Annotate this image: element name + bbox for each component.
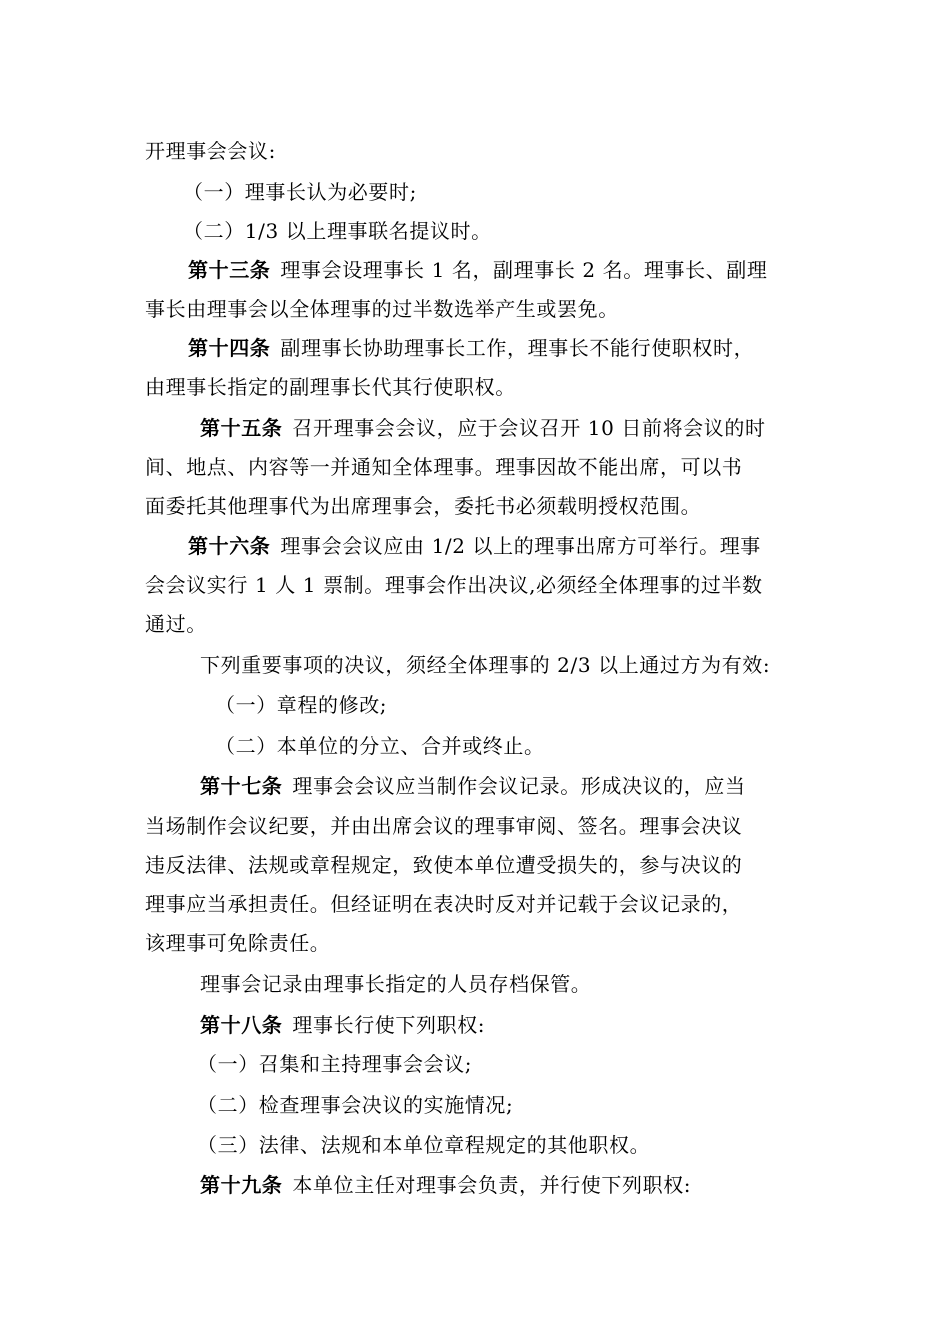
line-text: 理事会会议应由 1/2 以上的理事出席方可举行。理事 xyxy=(280,534,761,558)
line-text: 召开理事会会议，应于会议召开 10 日前将会议的时 xyxy=(292,416,766,440)
text-line xyxy=(0,375,950,399)
line-text: 副理事长协助理事长工作，理事长不能行使职权时， xyxy=(280,336,755,360)
list-item xyxy=(0,1052,950,1076)
line-text: 违反法律、法规或章程规定，致使本单位遭受损失的，参与决议的 xyxy=(145,853,743,877)
line-text: 理事会设理事长 1 名，副理事长 2 名。理事长、副理 xyxy=(280,258,768,282)
line-text: 理事会记录由理事长指定的人员存档保管。 xyxy=(200,972,592,996)
line-text: 下列重要事项的决议，须经全体理事的 2/3 以上通过方为有效: xyxy=(200,653,771,677)
line-text: 会会议实行 1 人 1 票制。理事会作出决议,必须经全体理事的过半数 xyxy=(145,573,763,597)
line-text: （二）检查理事会决议的实施情况; xyxy=(197,1093,514,1117)
article-number: 第十三条 xyxy=(188,258,271,282)
text-line xyxy=(0,853,950,877)
list-item xyxy=(0,180,950,204)
article-heading-line xyxy=(0,534,950,558)
line-text: 事长由理事会以全体理事的过半数选举产生或罢免。 xyxy=(145,297,619,321)
line-text: 本单位主任对理事会负责，并行使下列职权: xyxy=(292,1173,692,1197)
text-line xyxy=(0,573,950,597)
article-heading-line xyxy=(0,258,950,282)
text-line xyxy=(0,139,950,163)
text-line xyxy=(0,814,950,838)
text-line xyxy=(0,931,950,955)
article-number: 第十五条 xyxy=(200,416,283,440)
list-item xyxy=(0,1133,950,1157)
list-item xyxy=(0,219,950,243)
article-heading-line xyxy=(0,774,950,798)
text-line xyxy=(0,612,950,636)
article-heading-line xyxy=(0,1173,950,1197)
article-number: 第十六条 xyxy=(188,534,271,558)
article-number: 第十九条 xyxy=(200,1173,283,1197)
list-item xyxy=(0,693,950,717)
text-line xyxy=(0,455,950,479)
text-line xyxy=(0,297,950,321)
article-heading-line xyxy=(0,336,950,360)
line-text: （一）召集和主持理事会会议; xyxy=(197,1052,473,1076)
line-text: 开理事会会议: xyxy=(145,139,276,163)
article-number: 第十七条 xyxy=(200,774,283,798)
line-text: 理事应当承担责任。但经证明在表决时反对并记载于会议记录的， xyxy=(145,892,743,916)
article-heading-line xyxy=(0,1013,950,1037)
line-text: 面委托其他理事代为出席理事会，委托书必须载明授权范围。 xyxy=(145,494,702,518)
line-text: （一）章程的修改; xyxy=(215,693,388,717)
line-text: （三）法律、法规和本单位章程规定的其他职权。 xyxy=(197,1133,651,1157)
text-line xyxy=(0,892,950,916)
line-text: 间、地点、内容等一并通知全体理事。理事因故不能出席，可以书 xyxy=(145,455,743,479)
line-text: 理事长行使下列职权: xyxy=(292,1013,486,1037)
article-number: 第十四条 xyxy=(188,336,271,360)
line-text: 当场制作会议纪要，并由出席会议的理事审阅、签名。理事会决议 xyxy=(145,814,743,838)
list-item xyxy=(0,734,950,758)
article-number: 第十八条 xyxy=(200,1013,283,1037)
line-text: 该理事可免除责任。 xyxy=(145,931,331,955)
article-heading-line xyxy=(0,416,950,440)
text-line xyxy=(0,653,950,677)
line-text: （一）理事长认为必要时; xyxy=(183,180,417,204)
list-item xyxy=(0,1093,950,1117)
line-text: （二）本单位的分立、合并或终止。 xyxy=(215,734,545,758)
line-text: （二）1/3 以上理事联名提议时。 xyxy=(183,219,492,243)
line-text: 理事会会议应当制作会议记录。形成决议的，应当 xyxy=(292,774,746,798)
line-text: 由理事长指定的副理事长代其行使职权。 xyxy=(145,375,516,399)
text-line xyxy=(0,972,950,996)
text-line xyxy=(0,494,950,518)
line-text: 通过。 xyxy=(145,612,207,636)
